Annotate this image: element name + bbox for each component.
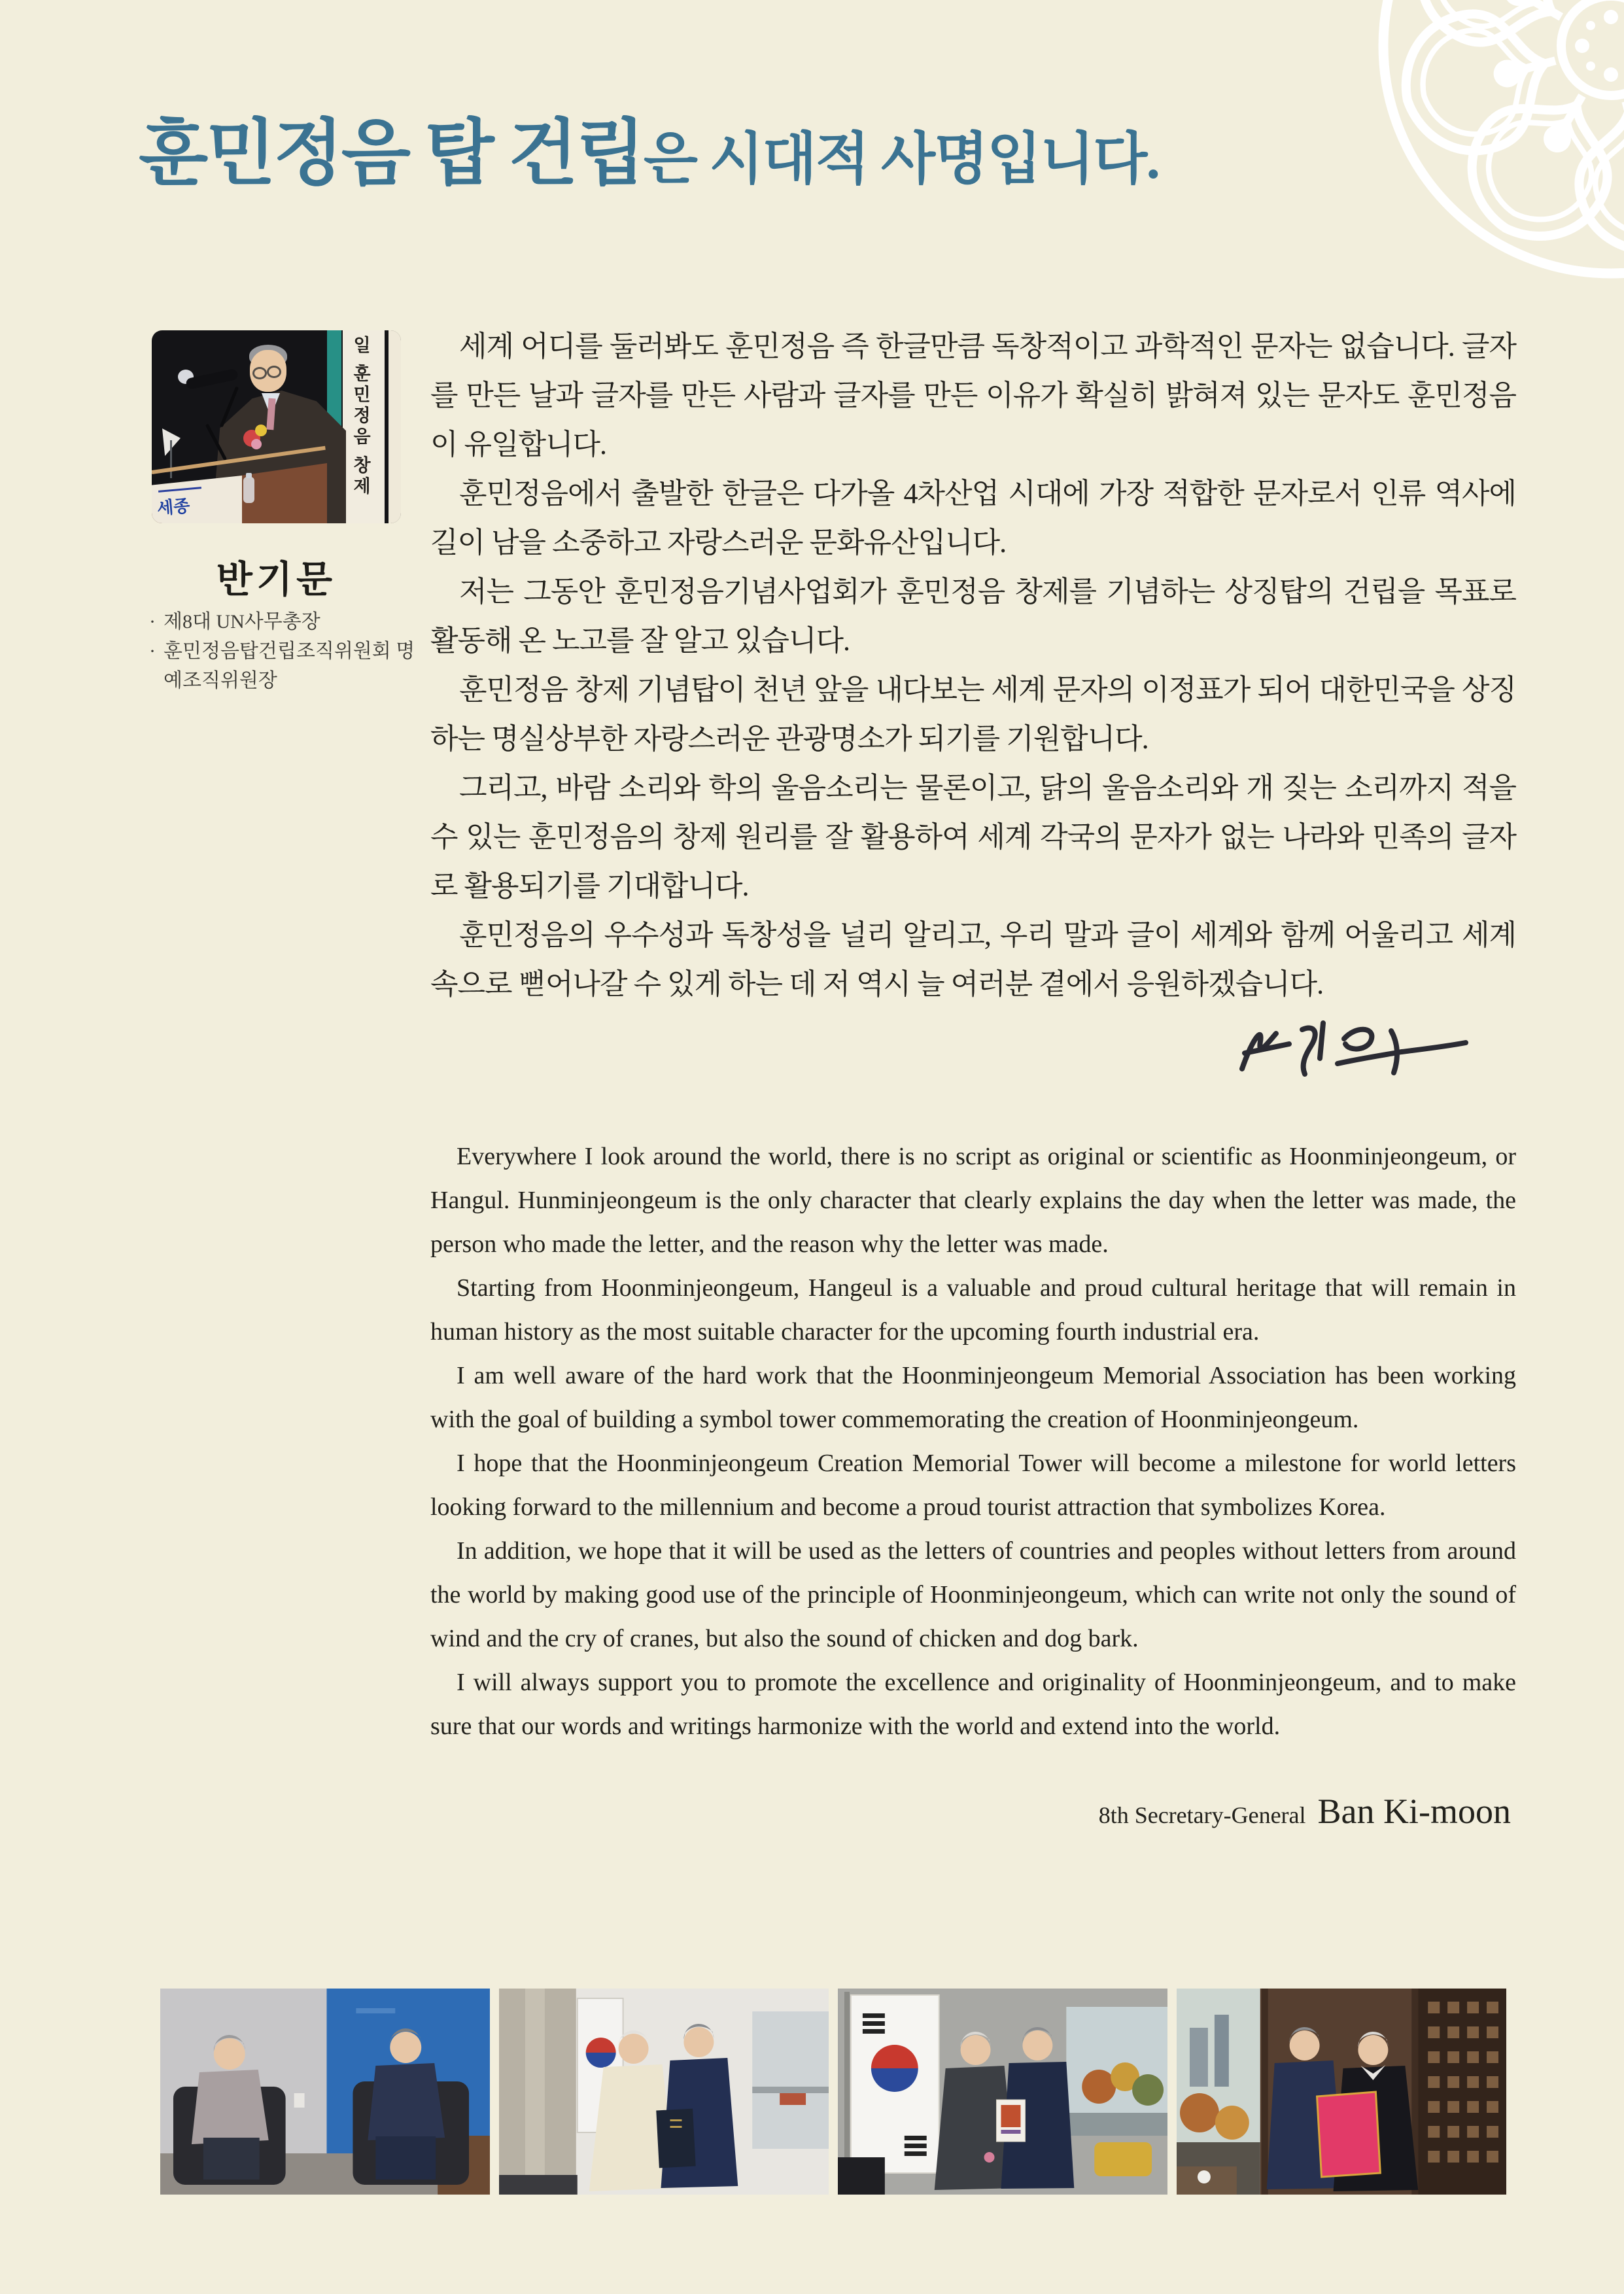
korean-paragraph: 훈민정음 창제 기념탑이 천년 앞을 내다보는 세계 문자의 이정표가 되어 대한민국을 상징하는 명실상부한 자랑스러운 관광명소가 되기를 기원합니다. <box>430 674 1516 755</box>
korean-paragraph: 세계 어디를 둘러봐도 훈민정음 즉 한글만큼 독창적이고 과학적인 문자는 없습니다. 글자를 만든 날과 글자를 만든 사람과 글자를 만든 이유가 확실히 밝혀져 있는 문자도 훈민정음이 유일합니다. <box>430 330 1516 461</box>
attribution-line <box>1099 1791 1511 1832</box>
photo-book-presentation-hanbok <box>499 1989 829 2195</box>
credential-text: 훈민정음탑건립조직위원회 명예조직위원장 <box>164 640 415 691</box>
water-bottle-cap <box>246 473 252 478</box>
calligraphy-banner-edge <box>389 330 401 523</box>
podium-speech-photo <box>152 330 401 523</box>
korean-paragraph: 훈민정음에서 출발한 한글은 다가올 4차산업 시대에 가장 적합한 문자로서 인류 역사에 길이 남을 소중하고 자랑스러운 문화유산입니다. <box>430 478 1516 559</box>
english-paragraph: I will always support you to promote the excellence and originality of Hoonminjeongeum, and to make sure that our words and writings harmonize with the world and extend into the world. <box>430 1669 1516 1740</box>
attribution-role: 8th Secretary-General <box>1098 1802 1306 1828</box>
banner-vertical-text: 일 훈민정음 창제 <box>351 336 370 498</box>
english-paragraph: In addition, we hope that it will be used as the letters of countries and peoples without letters from around the world by making good use of the principle of Hoonminjeongeum, which can write not only the sound of wind and the cry of cranes, but also the sound of chicken and dog bark. <box>430 1537 1516 1652</box>
bullet-icon: · <box>149 611 156 633</box>
flower-motif-decoration <box>1310 0 1624 307</box>
credential-item <box>145 636 426 695</box>
page-title-sub: 은 시대적 사명입니다. <box>643 128 1160 190</box>
speaker-glasses <box>252 367 267 379</box>
podium-sejong-label: 세종 <box>156 496 191 519</box>
korean-paragraph: 그리고, 바람 소리와 학의 울음소리는 물론이고, 닭의 울음소리와 개 짖는 소리까지 적을 수 있는 훈민정음의 창제 원리를 잘 활용하여 세계 각국의 문자가 없는 나라와 민족의 글자로 활용되기를 기대합니다. <box>430 772 1517 902</box>
page-title <box>139 110 1159 219</box>
english-paragraph: I hope that the Hoonminjeongeum Creation Memorial Tower will become a milestone for world letters looking forward to the millennium and become a proud tourist attraction that symbolizes Korea. <box>430 1450 1516 1521</box>
korean-paragraph: 훈민정음의 우수성과 독창성을 널리 알리고, 우리 말과 글이 세계와 함께 어울리고 세계 속으로 뻗어나갈 수 있게 하는 데 저 역시 늘 여러분 곁에서 응원하겠습니다. <box>430 919 1516 1000</box>
photo-certificate-hangeul-wall <box>1177 1989 1506 2195</box>
handwritten-signature <box>1233 1015 1481 1087</box>
profile-name: 반기문 <box>216 559 337 600</box>
credential-list <box>145 607 426 695</box>
korean-message <box>430 322 1516 1009</box>
credential-item <box>145 607 426 636</box>
water-bottle <box>243 477 254 503</box>
credential-text: 제8대 UN사무총장 <box>164 611 320 633</box>
table-flag-pole <box>170 440 172 478</box>
photo-book-presentation-flag <box>838 1989 1167 2195</box>
microphone <box>185 368 239 390</box>
english-paragraph: Starting from Hoonminjeongeum, Hangeul is a valuable and proud cultural heritage that will remain in human history as the most suitable character for the upcoming fourth industrial era. <box>430 1274 1516 1346</box>
corsage-flower <box>251 439 262 449</box>
english-paragraph: Everywhere I look around the world, there is no script as original or scientific as Hoonminjeongeum, or Hangul. Hunminjeongeum is the only character that clearly explains the day when the letter was made, the person who made the letter, and the reason why the letter was made. <box>430 1143 1516 1258</box>
bullet-icon: · <box>149 640 156 662</box>
english-message <box>430 1135 1516 1748</box>
page-title-main: 훈민정음 탑 건립 <box>139 114 644 194</box>
speaker-glasses <box>267 366 281 378</box>
attribution-name: Ban Ki-moon <box>1317 1792 1511 1831</box>
photo-meeting-seated <box>160 1989 490 2195</box>
photo-strip <box>160 1989 1506 2195</box>
english-paragraph: I am well aware of the hard work that the Hoonminjeongeum Memorial Association has been working with the goal of building a symbol tower commemorating the creation of Hoonminjeongeum. <box>430 1362 1516 1433</box>
korean-paragraph: 저는 그동안 훈민정음기념사업회가 훈민정음 창제를 기념하는 상징탑의 건립을 목표로 활동해 온 노고를 잘 알고 있습니다. <box>430 576 1516 657</box>
corsage-flower <box>255 425 267 436</box>
